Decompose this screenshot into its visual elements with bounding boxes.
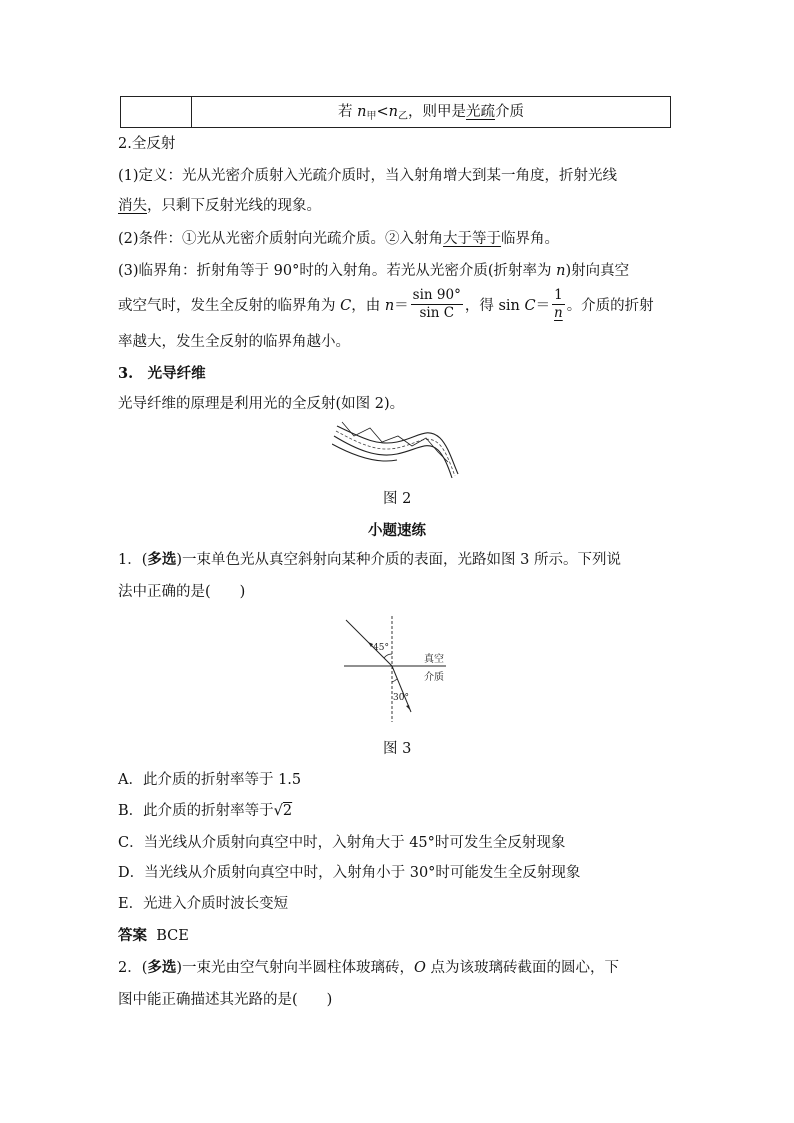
refraction-figure — [340, 616, 454, 724]
sqrt-icon: √ — [273, 803, 283, 819]
c-symbol: C — [524, 298, 536, 314]
n-symbol: n — [384, 298, 395, 314]
n-symbol: n — [556, 263, 566, 279]
text: )一束单色光从真空斜射向某种介质的表面，光路如图 3 所示。下列说 — [176, 552, 621, 568]
underlined-answer: 光疏 — [465, 104, 495, 120]
text: )一束光由空气射向半圆柱体玻璃砖， — [176, 960, 415, 976]
section-heading: 3. 光导纤维 — [118, 365, 206, 382]
text: )射向真空 — [565, 263, 630, 279]
subscript: 乙 — [397, 111, 408, 122]
question-2-line-1 — [118, 958, 619, 978]
option-c: C．当光线从介质射向真空中时，入射角大于 45°时可发生全反射现象 — [118, 835, 566, 851]
vacuum-label: 真空 — [424, 654, 444, 665]
answer-label: 答案 — [118, 927, 147, 944]
table-text: 介质 — [494, 104, 524, 120]
text: ，由 — [351, 298, 385, 314]
numerator: sin 90° — [412, 286, 461, 303]
optical-fiber-figure — [332, 416, 462, 480]
underlined-answer: 大于等于 — [443, 231, 502, 247]
answer-value: BCE — [156, 928, 189, 944]
practice-heading: 小题速练 — [368, 522, 426, 539]
text: 2．( — [118, 960, 148, 976]
text: 或空气时，发生全反射的临界角为 — [118, 298, 341, 314]
underlined-answer: 消失 — [118, 198, 147, 214]
fiber-text: 光导纤维的原理是利用光的全反射(如图 2)。 — [118, 396, 405, 412]
less-than: < — [376, 104, 389, 120]
text: 临界角。 — [501, 231, 560, 247]
text: (2)条件：①光从光密介质射向光疏介质。②入射角 — [118, 231, 444, 247]
fraction-sin90-over-sinC — [411, 287, 463, 322]
c-symbol: C — [340, 298, 352, 314]
o-symbol: O — [414, 960, 426, 976]
option-d: D．当光线从介质射向真空中时，入射角小于 30°时可能发生全反射现象 — [118, 865, 581, 881]
critical-angle-line-3: 率越大，发生全反射的临界角越小。 — [118, 334, 350, 350]
definition-line-2 — [118, 196, 321, 216]
n-symbol: n — [357, 104, 367, 120]
comparison-table-row — [120, 96, 671, 128]
fraction-1-over-n — [552, 287, 565, 322]
n-symbol: n — [388, 104, 398, 120]
text: 1．( — [118, 552, 148, 568]
angle-label-30: 30° — [393, 693, 409, 703]
equals: ＝ — [394, 298, 409, 314]
subscript: 甲 — [366, 111, 377, 122]
table-text: ，则甲是 — [407, 104, 466, 120]
critical-angle-line-1 — [118, 261, 629, 281]
text: 点为该玻璃砖截面的圆心，下 — [425, 960, 620, 976]
multi-select-tag: 多选 — [147, 551, 177, 568]
definition-line-1: (1)定义：光从光密介质射入光疏介质时，当入射角增大到某一角度，折射光线 — [118, 168, 618, 184]
multi-select-tag: 多选 — [147, 959, 177, 976]
critical-angle-line-2 — [118, 288, 654, 324]
numerator: 1 — [554, 286, 563, 303]
text: ，得 sin — [464, 298, 525, 314]
figure-caption: 图 2 — [383, 491, 412, 507]
radicand: 2 — [282, 803, 293, 819]
question-1-line-2: 法中正确的是( ) — [118, 584, 246, 600]
table-cell-empty — [121, 97, 192, 127]
angle-label-45: 45° — [373, 643, 389, 653]
question-1-line-1 — [118, 550, 621, 570]
equals: ＝ — [535, 298, 551, 314]
condition-line — [118, 229, 559, 249]
option-a: A．此介质的折射率等于 1.5 — [118, 772, 302, 788]
denominator: n — [554, 304, 563, 321]
question-2-line-2: 图中能正确描述其光路的是( ) — [118, 992, 333, 1008]
option-b — [118, 801, 292, 821]
figure-caption: 图 3 — [383, 741, 412, 757]
table-cell-conclusion — [192, 97, 670, 127]
text: ，只剩下反射光线的现象。 — [147, 198, 321, 214]
text: 。介质的折射 — [566, 298, 654, 314]
text: B．此介质的折射率等于 — [118, 803, 274, 819]
table-text: 若 — [338, 104, 353, 120]
answer-line — [118, 926, 189, 946]
section-heading: 2.全反射 — [118, 136, 176, 152]
text: (3)临界角：折射角等于 90°时的入射角。若光从光密介质(折射率为 — [118, 263, 557, 279]
medium-label: 介质 — [424, 672, 444, 683]
option-e: E．光进入介质时波长变短 — [118, 896, 289, 912]
denominator: sin C — [419, 304, 455, 321]
